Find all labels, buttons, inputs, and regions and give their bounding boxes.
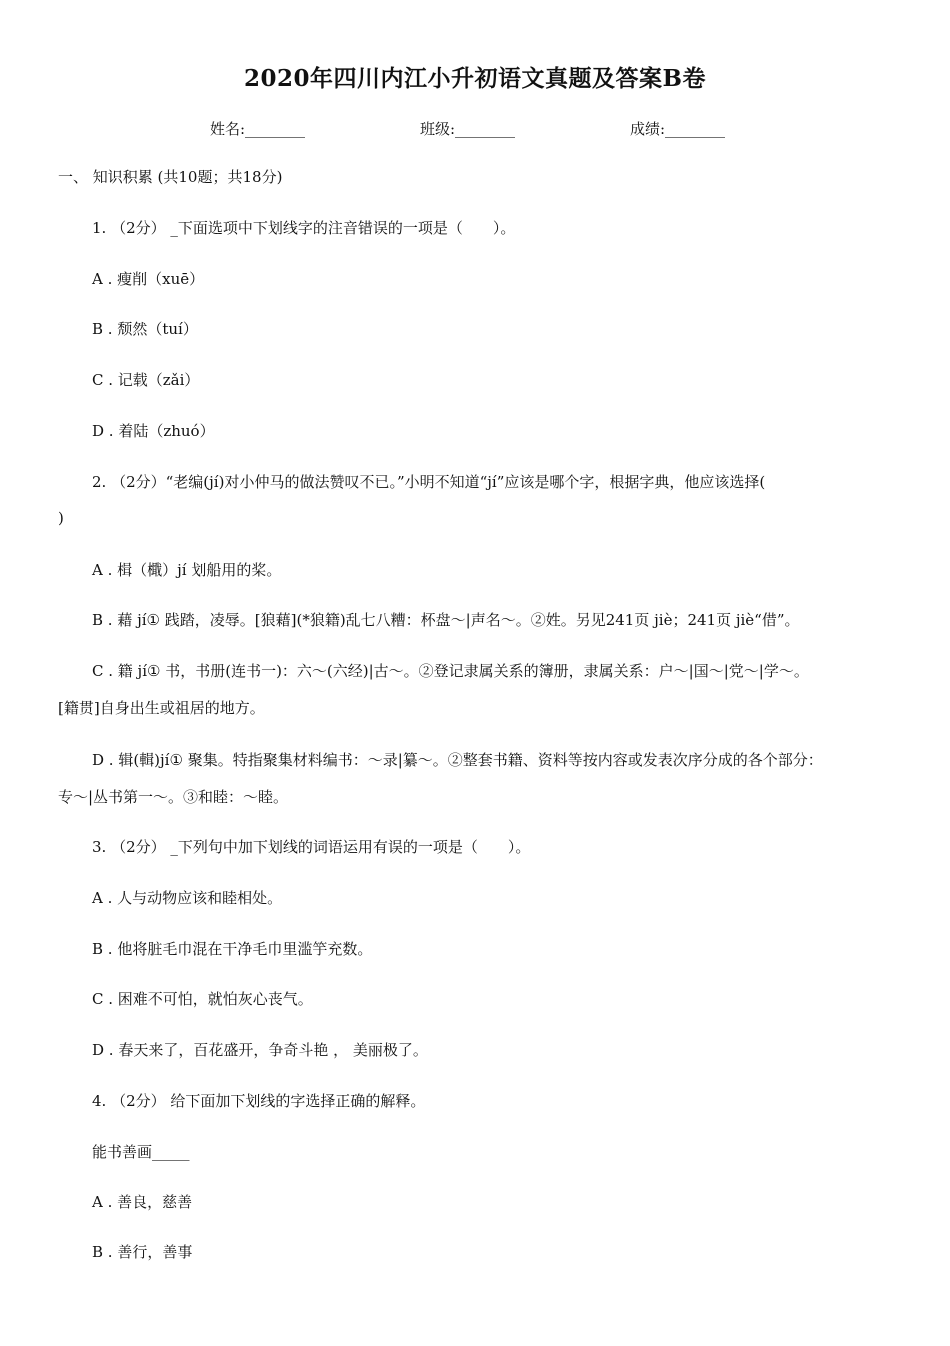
class-field: 班级:________	[420, 120, 516, 138]
student-info-row	[0, 118, 950, 142]
question-1-option-b: B . 颓然（tuí）	[92, 320, 198, 338]
question-2-stem-cont: )	[58, 509, 64, 527]
question-2-option-c-cont: [籍贯]自身出生或祖居的地方。	[58, 699, 265, 717]
page-title: 2020年四川内江小升初语文真题及答案B卷	[244, 65, 706, 92]
section-heading: 一、 知识积累 (共10题；共18分)	[58, 168, 283, 186]
question-3-stem: 3. （2分） _下列句中加下划线的词语运用有误的一项是（ ）。	[92, 838, 531, 856]
question-2-option-c: C . 籍 jí① 书，书册(连书一)：六～(六经)|古～。②登记隶属关系的簿册，隶属关系：户～|国～|党～|学～。	[92, 662, 809, 680]
question-1-option-d: D . 着陆（zhuó）	[92, 422, 215, 440]
score-field: 成绩:________	[630, 120, 726, 138]
question-3-option-a: A . 人与动物应该和睦相处。	[92, 889, 283, 907]
question-2-option-d-cont: 专～|丛书第一～。③和睦：～睦。	[58, 788, 289, 806]
question-4-subprompt: 能书善画_____	[92, 1143, 190, 1161]
question-3-option-c: C . 困难不可怕，就怕灰心丧气。	[92, 990, 313, 1008]
question-1-option-c: C . 记载（zǎi）	[92, 371, 200, 389]
question-2-option-b: B . 藉 jí① 践踏，凌辱。[狼藉](*狼籍)乱七八糟：杯盘～|声名～。②姓。另见241页 jiè；241页 jiè“借”。	[92, 611, 800, 629]
question-3-option-b: B . 他将脏毛巾混在干净毛巾里滥竽充数。	[92, 940, 373, 958]
question-4-option-b: B . 善行，善事	[92, 1243, 193, 1261]
question-1-option-a: A . 瘦削（xuē）	[92, 270, 205, 288]
question-2-option-d: D . 辑(輯)jí① 聚集。特指聚集材料编书：～录|纂～。②整套书籍、资料等按内容或发表次序分成的各个部分：	[92, 751, 823, 769]
name-field: 姓名:________	[210, 120, 306, 138]
question-4-stem: 4. （2分） 给下面加下划线的字选择正确的解释。	[92, 1092, 426, 1110]
question-2-option-a: A . 楫（檝）jí 划船用的桨。	[92, 561, 282, 579]
question-3-option-d: D . 春天来了，百花盛开，争奇斗艳 ， 美丽极了。	[92, 1041, 428, 1059]
question-1-stem: 1. （2分） _下面选项中下划线字的注音错误的一项是（ ）。	[92, 219, 516, 237]
question-2-stem: 2. （2分）“老编(jí)对小仲马的做法赞叹不已。”小明不知道“jí”应该是哪个字，根据字典，他应该选择(	[92, 473, 766, 491]
question-4-option-a: A . 善良，慈善	[92, 1193, 193, 1211]
